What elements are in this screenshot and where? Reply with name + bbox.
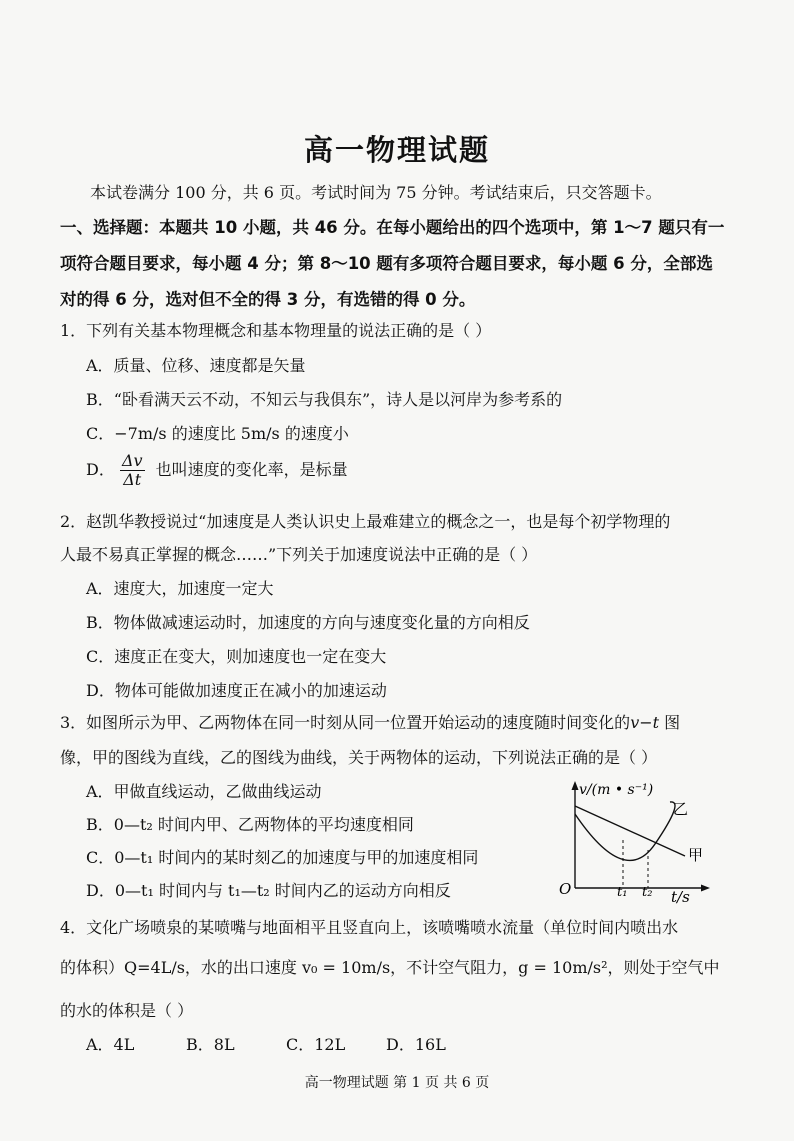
question-2-option-d: D．物体可能做加速度正在减小的加速运动 (86, 681, 387, 700)
v-axis-label: v/(m • s⁻¹) (579, 782, 654, 798)
curve-yi-label: 乙 (673, 800, 689, 818)
question-1-stem: 1．下列有关基本物理概念和基本物理量的说法正确的是（ ） (60, 321, 492, 340)
section-heading-line-2: 项符合题目要求，每小题 4 分；第 8～10 题有多项符合题目要求，每小题 6 分，全部选 (60, 254, 713, 273)
question-2-stem-line-1: 2．赵凯华教授说过“加速度是人类认识史上最难建立的概念之一，也是每个初学物理的 (60, 512, 671, 531)
line-jia (575, 806, 685, 856)
question-4-stem-line-3: 的水的体积是（ ） (60, 1001, 194, 1020)
option-d-text: 也叫速度的变化率，是标量 (155, 460, 348, 479)
question-2-option-a: A．速度大，加速度一定大 (86, 579, 274, 598)
question-4-option-b: B．8L (186, 1035, 235, 1054)
line-jia-label: 甲 (688, 846, 704, 864)
question-1-option-b: B．“卧看满天云不动，不知云与我俱东”，诗人是以河岸为参考系的 (86, 390, 563, 409)
question-2-stem-line-2: 人最不易真正掌握的概念……”下列关于加速度说法中正确的是（ ） (60, 545, 538, 564)
question-1-option-c: C．−7m/s 的速度比 5m/s 的速度小 (86, 424, 349, 443)
fraction-numerator: Δv (121, 451, 143, 470)
t2-label: t₂ (642, 885, 653, 900)
t1-label: t₁ (617, 885, 628, 900)
question-3-stem-tail: 图 (659, 713, 681, 732)
question-4-stem-line-1: 4．文化广场喷泉的某喷嘴与地面相平且竖直向上，该喷嘴喷水流量（单位时间内喷出水 (60, 918, 679, 937)
question-2-option-b: B．物体做减速运动时，加速度的方向与速度变化量的方向相反 (86, 613, 530, 632)
question-3-stem-text: 3．如图所示为甲、乙两物体在同一时刻从同一位置开始运动的速度随时间变化的 (60, 713, 631, 732)
velocity-time-graph (555, 778, 715, 908)
v-axis-arrow (572, 781, 579, 790)
question-1-option-a: A．质量、位移、速度都是矢量 (86, 356, 306, 375)
question-3-stem-line-2: 像，甲的图线为直线，乙的图线为曲线，关于两物体的运动，下列说法正确的是（ ） (60, 748, 658, 767)
section-heading-line-1: 一、选择题：本题共 10 小题，共 46 分。在每小题给出的四个选项中，第 1～7 题只有一 (60, 218, 725, 237)
question-4-option-c: C．12L (286, 1035, 346, 1054)
question-3-option-d: D．0—t₁ 时间内与 t₁—t₂ 时间内乙的运动方向相反 (86, 881, 451, 900)
page-title: 高一物理试题 (303, 133, 490, 167)
question-4-stem-line-2: 的体积）Q=4L/s，水的出口速度 v₀ = 10m/s，不计空气阻力，g = 10m/s²，则处于空气中 (60, 958, 720, 977)
t-axis-arrow (701, 885, 710, 892)
page-footer: 高一物理试题 第 1 页 共 6 页 (304, 1075, 490, 1091)
section-heading-line-3: 对的得 6 分，选对但不全的得 3 分，有选错的得 0 分。 (60, 290, 476, 309)
v-t-symbol: v−t (630, 713, 660, 732)
question-3-option-b: B．0—t₂ 时间内甲、乙两物体的平均速度相同 (86, 815, 414, 834)
question-4-option-d: D．16L (386, 1035, 446, 1054)
origin-label: O (559, 880, 572, 898)
question-3-option-a: A．甲做直线运动，乙做曲线运动 (86, 782, 322, 801)
exam-instructions: 本试卷满分 100 分，共 6 页。考试时间为 75 分钟。考试结束后，只交答题卡。 (90, 183, 662, 202)
option-d-label: D． (86, 460, 115, 479)
question-4-option-a: A．4L (86, 1035, 135, 1054)
question-1-option-d (86, 452, 348, 489)
question-3-option-c: C．0—t₁ 时间内的某时刻乙的加速度与甲的加速度相同 (86, 848, 479, 867)
delta-v-over-delta-t-fraction (120, 452, 145, 489)
curve-yi (575, 802, 675, 860)
fraction-denominator: Δt (123, 470, 142, 489)
question-3-stem-line-1 (60, 710, 680, 733)
question-2-option-c: C．速度正在变大，则加速度也一定在变大 (86, 647, 387, 666)
t-axis-label: t/s (671, 888, 690, 906)
